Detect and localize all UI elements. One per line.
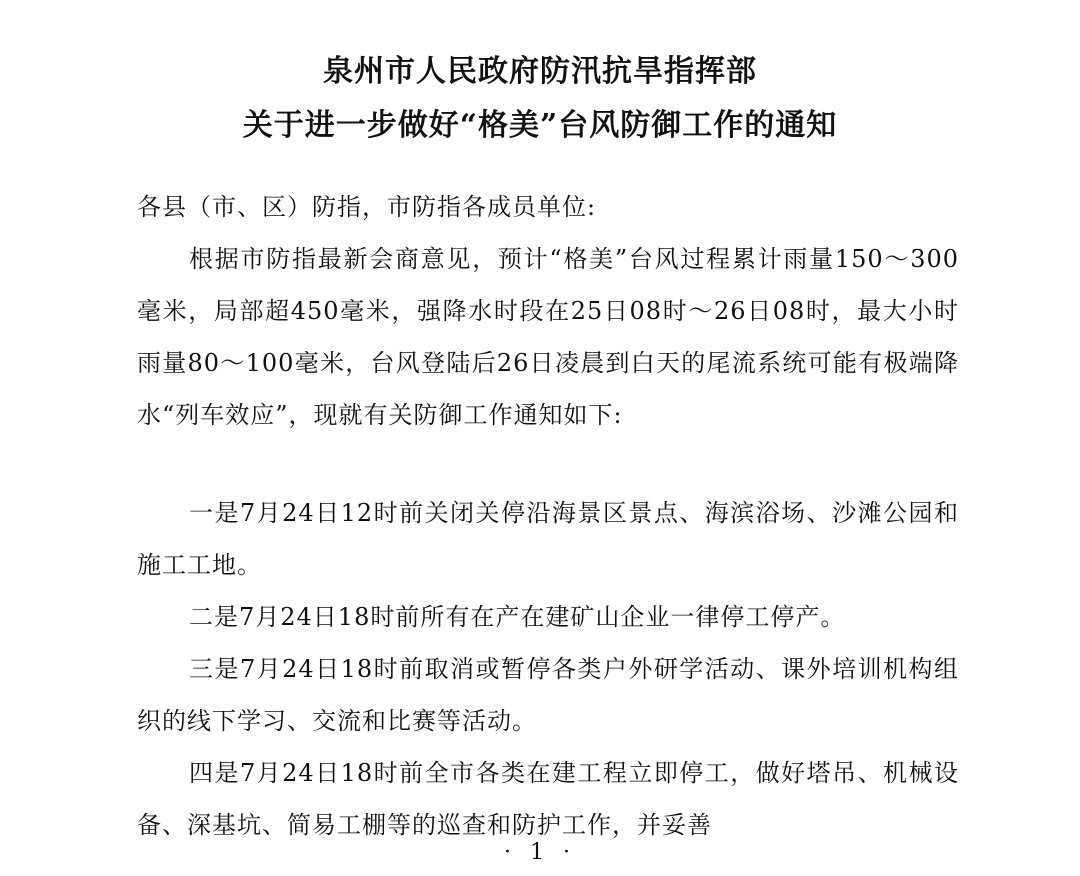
measure-item-3 <box>137 643 959 747</box>
measure-item-2 <box>137 591 959 643</box>
document-title-line-2: 关于进一步做好“格美”台风防御工作的通知 <box>242 108 838 143</box>
intro-paragraph-text: 根据市防指最新会商意见，预计“格美”台风过程累计雨量150～300毫米，局部超450毫米，强降水时段在25日08时～26日08时，最大小时雨量80～100毫米，台风登陆后26日凌晨到白天的尾流系统可能有极端降水“列车效应”，现就有关防御工作通知如下: <box>137 245 959 429</box>
document-title-line-1: 泉州市人民政府防汛抗旱指挥部 <box>323 54 757 89</box>
page-number: · 1 · <box>504 840 576 865</box>
salutation <box>137 181 959 233</box>
measure-item-1-text: 一是7月24日12时前关闭关停沿海景区景点、海滨浴场、沙滩公园和施工工地。 <box>137 499 959 579</box>
salutation-text: 各县（市、区）防指，市防指各成员单位: <box>137 193 597 221</box>
intro-paragraph <box>137 233 959 441</box>
measure-item-2-text: 二是7月24日18时前所有在产在建矿山企业一律停工停产。 <box>189 603 846 631</box>
measure-item-4 <box>137 747 959 851</box>
measure-item-1 <box>137 487 959 591</box>
measure-item-4-text: 四是7月24日18时前全市各类在建工程立即停工，做好塔吊、机械设备、深基坑、简易工棚等的巡查和防护工作，并妥善 <box>137 759 959 839</box>
measure-item-3-text: 三是7月24日18时前取消或暂停各类户外研学活动、课外培训机构组织的线下学习、交流和比赛等活动。 <box>137 655 959 735</box>
